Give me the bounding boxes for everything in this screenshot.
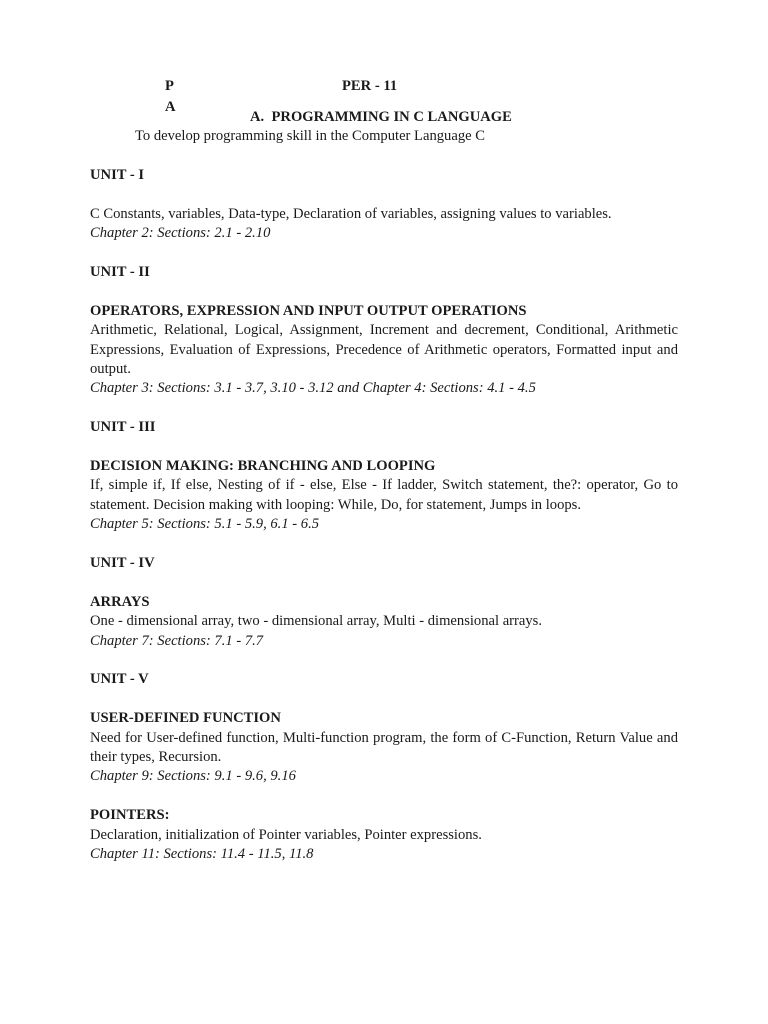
- unit-5-body: Need for User-defined function, Multi-function program, the form of C-Function, Return Value and their types, Recursion.: [90, 729, 678, 766]
- unit-2-chapter: Chapter 3: Sections: 3.1 - 3.7, 3.10 - 3.12 and Chapter 4: Sections: 4.1 - 4.5: [90, 380, 536, 397]
- header-left-letter-p: P: [165, 78, 174, 94]
- unit-5-label: UNIT - V: [90, 671, 149, 688]
- pointers-heading: POINTERS:: [90, 807, 170, 824]
- paper-code: PER - 11: [342, 78, 398, 94]
- unit-1-body: C Constants, variables, Data-type, Declaration of variables, assigning values to variables.: [90, 205, 612, 222]
- unit-3-chapter: Chapter 5: Sections: 5.1 - 5.9, 6.1 - 6.5: [90, 516, 320, 533]
- unit-2-body: Arithmetic, Relational, Logical, Assignment, Increment and decrement, Conditional, Arithmetic Expressions, Evaluation of Expressions, Precedence of Arithmetic operators, Formatted input and output.: [90, 322, 678, 378]
- unit-3-body: If, simple if, If else, Nesting of if - else, Else - If ladder, Switch statement, the?: operator, Go to statement. Decision making with looping: While, Do, for statement, Jumps in loops.: [90, 477, 678, 513]
- course-title: A. PROGRAMMING IN C LANGUAGE: [250, 109, 512, 125]
- unit-1-label: UNIT - I: [90, 167, 145, 183]
- pointers-chapter: Chapter 11: Sections: 11.4 - 11.5, 11.8: [90, 846, 314, 863]
- header-left-letter-a: A: [165, 99, 176, 115]
- unit-4-label: UNIT - IV: [90, 555, 155, 572]
- unit-3-label: UNIT - III: [90, 419, 156, 436]
- unit-2-label: UNIT - II: [90, 264, 150, 280]
- unit-4-heading: ARRAYS: [90, 593, 150, 610]
- unit-4-body: One - dimensional array, two - dimensional array, Multi - dimensional arrays.: [90, 613, 543, 630]
- unit-1-chapter: Chapter 2: Sections: 2.1 - 2.10: [90, 225, 271, 242]
- unit-3-heading: DECISION MAKING: BRANCHING AND LOOPING: [90, 458, 436, 475]
- pointers-body: Declaration, initialization of Pointer variables, Pointer expressions.: [90, 826, 482, 843]
- unit-2-heading: OPERATORS, EXPRESSION AND INPUT OUTPUT OPERATIONS: [90, 302, 527, 319]
- unit-4-chapter: Chapter 7: Sections: 7.1 - 7.7: [90, 632, 264, 649]
- unit-5-heading: USER-DEFINED FUNCTION: [90, 710, 281, 727]
- syllabus-content: [90, 166, 678, 864]
- course-objective: To develop programming skill in the Computer Language C: [135, 128, 485, 144]
- unit-5-chapter: Chapter 9: Sections: 9.1 - 9.6, 9.16: [90, 768, 296, 785]
